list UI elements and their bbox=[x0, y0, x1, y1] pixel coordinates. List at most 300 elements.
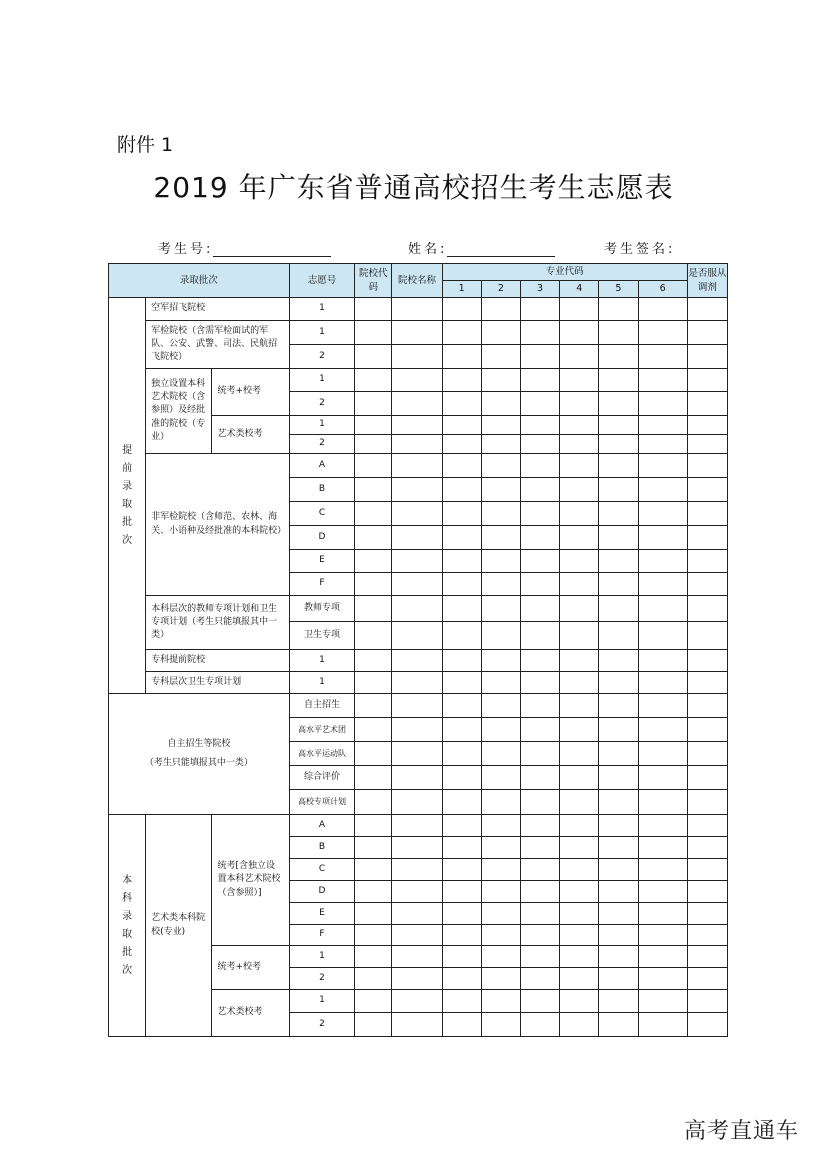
signature-label: 考生签名: bbox=[604, 242, 676, 257]
fill-cell[interactable] bbox=[481, 454, 520, 478]
fill-cell[interactable] bbox=[687, 622, 727, 650]
fill-cell[interactable] bbox=[560, 622, 599, 650]
fill-cell[interactable] bbox=[520, 435, 559, 454]
fill-cell[interactable] bbox=[687, 573, 727, 596]
fill-cell[interactable] bbox=[355, 903, 392, 925]
fill-cell[interactable] bbox=[599, 694, 638, 718]
fill-cell[interactable] bbox=[560, 478, 599, 502]
fill-cell[interactable] bbox=[481, 622, 520, 650]
fill-cell[interactable] bbox=[687, 416, 727, 435]
fill-cell[interactable] bbox=[392, 946, 442, 968]
fill-cell[interactable] bbox=[442, 526, 481, 550]
fill-cell[interactable] bbox=[520, 790, 559, 815]
fill-cell[interactable] bbox=[392, 968, 442, 990]
fill-cell[interactable] bbox=[442, 718, 481, 742]
fill-cell[interactable] bbox=[687, 990, 727, 1013]
fill-cell[interactable] bbox=[687, 946, 727, 968]
fill-cell[interactable] bbox=[392, 478, 442, 502]
fill-cell[interactable] bbox=[520, 416, 559, 435]
fill-cell[interactable] bbox=[442, 881, 481, 903]
fill-cell[interactable] bbox=[599, 859, 638, 881]
fill-cell[interactable] bbox=[599, 298, 638, 321]
fill-cell[interactable] bbox=[638, 573, 687, 596]
fill-cell[interactable] bbox=[355, 298, 392, 321]
fill-cell[interactable] bbox=[520, 837, 559, 859]
fill-cell[interactable] bbox=[560, 903, 599, 925]
fill-cell[interactable] bbox=[638, 815, 687, 837]
fill-cell[interactable] bbox=[520, 742, 559, 766]
fill-cell[interactable] bbox=[481, 881, 520, 903]
fill-cell[interactable] bbox=[520, 766, 559, 790]
fill-cell[interactable] bbox=[355, 718, 392, 742]
fill-cell[interactable] bbox=[392, 903, 442, 925]
fill-cell[interactable] bbox=[442, 837, 481, 859]
wish-no: 1 bbox=[289, 650, 354, 672]
fill-cell[interactable] bbox=[520, 392, 559, 416]
fill-cell[interactable] bbox=[638, 766, 687, 790]
fill-cell[interactable] bbox=[392, 718, 442, 742]
fill-cell[interactable] bbox=[599, 573, 638, 596]
fill-cell[interactable] bbox=[560, 946, 599, 968]
fill-cell[interactable] bbox=[520, 946, 559, 968]
fill-cell[interactable] bbox=[355, 369, 392, 392]
fill-cell[interactable] bbox=[687, 478, 727, 502]
fill-cell[interactable] bbox=[355, 478, 392, 502]
fill-cell[interactable] bbox=[392, 298, 442, 321]
fill-cell[interactable] bbox=[560, 298, 599, 321]
fill-cell[interactable] bbox=[599, 790, 638, 815]
fill-cell[interactable] bbox=[638, 881, 687, 903]
fill-cell[interactable] bbox=[687, 298, 727, 321]
fill-cell[interactable] bbox=[560, 526, 599, 550]
fill-cell[interactable] bbox=[442, 990, 481, 1013]
fill-cell[interactable] bbox=[638, 435, 687, 454]
fill-cell[interactable] bbox=[599, 550, 638, 573]
fill-cell[interactable] bbox=[392, 1013, 442, 1037]
fill-cell[interactable] bbox=[599, 392, 638, 416]
fill-cell[interactable] bbox=[638, 416, 687, 435]
fill-cell[interactable] bbox=[520, 718, 559, 742]
fill-cell[interactable] bbox=[560, 968, 599, 990]
fill-cell[interactable] bbox=[355, 859, 392, 881]
fill-cell[interactable] bbox=[687, 837, 727, 859]
fill-cell[interactable] bbox=[392, 837, 442, 859]
fill-cell[interactable] bbox=[520, 925, 559, 946]
fill-cell[interactable] bbox=[687, 369, 727, 392]
fill-cell[interactable] bbox=[599, 815, 638, 837]
fill-cell[interactable] bbox=[442, 573, 481, 596]
fill-cell[interactable] bbox=[442, 392, 481, 416]
fill-cell[interactable] bbox=[355, 345, 392, 369]
fill-cell[interactable] bbox=[355, 454, 392, 478]
fill-cell[interactable] bbox=[599, 435, 638, 454]
fill-cell[interactable] bbox=[560, 815, 599, 837]
fill-cell[interactable] bbox=[355, 392, 392, 416]
fill-cell[interactable] bbox=[687, 881, 727, 903]
fill-cell[interactable] bbox=[599, 766, 638, 790]
fill-cell[interactable] bbox=[355, 321, 392, 345]
fill-cell[interactable] bbox=[520, 298, 559, 321]
fill-cell[interactable] bbox=[481, 903, 520, 925]
fill-cell[interactable] bbox=[481, 672, 520, 694]
fill-cell[interactable] bbox=[481, 946, 520, 968]
fill-cell[interactable] bbox=[442, 1013, 481, 1037]
fill-cell[interactable] bbox=[481, 990, 520, 1013]
fill-cell[interactable] bbox=[392, 435, 442, 454]
fill-cell[interactable] bbox=[392, 859, 442, 881]
wish-no: A bbox=[289, 815, 354, 837]
fill-cell[interactable] bbox=[481, 650, 520, 672]
fill-cell[interactable] bbox=[392, 526, 442, 550]
fill-cell[interactable] bbox=[599, 416, 638, 435]
fill-cell[interactable] bbox=[560, 766, 599, 790]
fill-cell[interactable] bbox=[355, 416, 392, 435]
fill-cell[interactable] bbox=[687, 742, 727, 766]
fill-cell[interactable] bbox=[392, 596, 442, 622]
fill-cell[interactable] bbox=[687, 526, 727, 550]
fill-cell[interactable] bbox=[481, 596, 520, 622]
fill-cell[interactable] bbox=[392, 550, 442, 573]
fill-cell[interactable] bbox=[687, 550, 727, 573]
fill-cell[interactable] bbox=[442, 815, 481, 837]
fill-cell[interactable] bbox=[481, 742, 520, 766]
fill-cell[interactable] bbox=[520, 345, 559, 369]
fill-cell[interactable] bbox=[355, 815, 392, 837]
fill-cell[interactable] bbox=[481, 502, 520, 526]
fill-cell[interactable] bbox=[355, 990, 392, 1013]
fill-cell[interactable] bbox=[599, 990, 638, 1013]
fill-cell[interactable] bbox=[687, 859, 727, 881]
fill-cell[interactable] bbox=[520, 622, 559, 650]
fill-cell[interactable] bbox=[481, 815, 520, 837]
fill-cell[interactable] bbox=[392, 345, 442, 369]
fill-cell[interactable] bbox=[599, 1013, 638, 1037]
fill-cell[interactable] bbox=[442, 550, 481, 573]
fill-cell[interactable] bbox=[442, 903, 481, 925]
fill-cell[interactable] bbox=[560, 881, 599, 903]
fill-cell[interactable] bbox=[560, 369, 599, 392]
fill-cell[interactable] bbox=[392, 815, 442, 837]
exam-no-input-line[interactable] bbox=[213, 256, 331, 257]
fill-cell[interactable] bbox=[355, 837, 392, 859]
fill-cell[interactable] bbox=[355, 622, 392, 650]
fill-cell[interactable] bbox=[687, 672, 727, 694]
fill-cell[interactable] bbox=[560, 321, 599, 345]
fill-cell[interactable] bbox=[599, 718, 638, 742]
fill-cell[interactable] bbox=[638, 903, 687, 925]
fill-cell[interactable] bbox=[638, 392, 687, 416]
fill-cell[interactable] bbox=[355, 968, 392, 990]
fill-cell[interactable] bbox=[355, 881, 392, 903]
fill-cell[interactable] bbox=[560, 573, 599, 596]
fill-cell[interactable] bbox=[442, 345, 481, 369]
fill-cell[interactable] bbox=[599, 881, 638, 903]
fill-cell[interactable] bbox=[442, 478, 481, 502]
table-row bbox=[109, 321, 728, 345]
fill-cell[interactable] bbox=[520, 650, 559, 672]
fill-cell[interactable] bbox=[392, 742, 442, 766]
exam-no-field bbox=[158, 238, 331, 257]
fill-cell[interactable] bbox=[520, 478, 559, 502]
fill-cell[interactable] bbox=[599, 650, 638, 672]
fill-cell[interactable] bbox=[687, 718, 727, 742]
fill-cell[interactable] bbox=[638, 968, 687, 990]
fill-cell[interactable] bbox=[520, 369, 559, 392]
fill-cell[interactable] bbox=[442, 454, 481, 478]
fill-cell[interactable] bbox=[442, 742, 481, 766]
fill-cell[interactable] bbox=[442, 622, 481, 650]
fill-cell[interactable] bbox=[560, 990, 599, 1013]
fill-cell[interactable] bbox=[520, 903, 559, 925]
fill-cell[interactable] bbox=[481, 790, 520, 815]
fill-cell[interactable] bbox=[599, 345, 638, 369]
fill-cell[interactable] bbox=[392, 925, 442, 946]
fill-cell[interactable] bbox=[599, 596, 638, 622]
fill-cell[interactable] bbox=[520, 990, 559, 1013]
fill-cell[interactable] bbox=[599, 478, 638, 502]
fill-cell[interactable] bbox=[560, 790, 599, 815]
header-major-6: 6 bbox=[638, 281, 687, 298]
fill-cell[interactable] bbox=[687, 1013, 727, 1037]
fill-cell[interactable] bbox=[442, 369, 481, 392]
fill-cell[interactable] bbox=[638, 454, 687, 478]
fill-cell[interactable] bbox=[638, 742, 687, 766]
fill-cell[interactable] bbox=[599, 925, 638, 946]
fill-cell[interactable] bbox=[392, 694, 442, 718]
fill-cell[interactable] bbox=[560, 650, 599, 672]
fill-cell[interactable] bbox=[481, 766, 520, 790]
fill-cell[interactable] bbox=[355, 502, 392, 526]
fill-cell[interactable] bbox=[560, 1013, 599, 1037]
fill-cell[interactable] bbox=[599, 321, 638, 345]
fill-cell[interactable] bbox=[392, 790, 442, 815]
fill-cell[interactable] bbox=[392, 416, 442, 435]
fill-cell[interactable] bbox=[481, 416, 520, 435]
fill-cell[interactable] bbox=[687, 392, 727, 416]
fill-cell[interactable] bbox=[392, 369, 442, 392]
fill-cell[interactable] bbox=[481, 925, 520, 946]
fill-cell[interactable] bbox=[687, 815, 727, 837]
fill-cell[interactable] bbox=[687, 968, 727, 990]
fill-cell[interactable] bbox=[638, 298, 687, 321]
fill-cell[interactable] bbox=[560, 454, 599, 478]
fill-cell[interactable] bbox=[560, 596, 599, 622]
fill-cell[interactable] bbox=[520, 694, 559, 718]
fill-cell[interactable] bbox=[481, 321, 520, 345]
fill-cell[interactable] bbox=[638, 718, 687, 742]
name-input-line[interactable] bbox=[447, 256, 555, 257]
fill-cell[interactable] bbox=[599, 837, 638, 859]
fill-cell[interactable] bbox=[481, 1013, 520, 1037]
fill-cell[interactable] bbox=[560, 416, 599, 435]
fill-cell[interactable] bbox=[687, 502, 727, 526]
fill-cell[interactable] bbox=[442, 298, 481, 321]
fill-cell[interactable] bbox=[687, 454, 727, 478]
fill-cell[interactable] bbox=[638, 694, 687, 718]
fill-cell[interactable] bbox=[599, 968, 638, 990]
fill-cell[interactable] bbox=[638, 622, 687, 650]
fill-cell[interactable] bbox=[560, 742, 599, 766]
fill-cell[interactable] bbox=[520, 526, 559, 550]
fill-cell[interactable] bbox=[520, 881, 559, 903]
fill-cell[interactable] bbox=[520, 672, 559, 694]
fill-cell[interactable] bbox=[687, 903, 727, 925]
fill-cell[interactable] bbox=[638, 345, 687, 369]
fill-cell[interactable] bbox=[638, 925, 687, 946]
fill-cell[interactable] bbox=[481, 550, 520, 573]
fill-cell[interactable] bbox=[481, 478, 520, 502]
fill-cell[interactable] bbox=[392, 881, 442, 903]
fill-cell[interactable] bbox=[687, 435, 727, 454]
fill-cell[interactable] bbox=[560, 694, 599, 718]
fill-cell[interactable] bbox=[638, 946, 687, 968]
fill-cell[interactable] bbox=[638, 321, 687, 345]
fill-cell[interactable] bbox=[599, 903, 638, 925]
fill-cell[interactable] bbox=[442, 650, 481, 672]
fill-cell[interactable] bbox=[638, 478, 687, 502]
fill-cell[interactable] bbox=[355, 650, 392, 672]
fill-cell[interactable] bbox=[442, 435, 481, 454]
fill-cell[interactable] bbox=[355, 925, 392, 946]
fill-cell[interactable] bbox=[481, 718, 520, 742]
fill-cell[interactable] bbox=[355, 1013, 392, 1037]
fill-cell[interactable] bbox=[355, 526, 392, 550]
fill-cell[interactable] bbox=[599, 526, 638, 550]
fill-cell[interactable] bbox=[638, 837, 687, 859]
fill-cell[interactable] bbox=[355, 766, 392, 790]
wish-no: F bbox=[289, 925, 354, 946]
fill-cell[interactable] bbox=[520, 1013, 559, 1037]
wish-no: 2 bbox=[289, 968, 354, 990]
fill-cell[interactable] bbox=[638, 550, 687, 573]
fill-cell[interactable] bbox=[638, 526, 687, 550]
fill-cell[interactable] bbox=[481, 392, 520, 416]
fill-cell[interactable] bbox=[442, 790, 481, 815]
fill-cell[interactable] bbox=[442, 968, 481, 990]
fill-cell[interactable] bbox=[560, 672, 599, 694]
fill-cell[interactable] bbox=[481, 694, 520, 718]
fill-cell[interactable] bbox=[599, 622, 638, 650]
fill-cell[interactable] bbox=[599, 742, 638, 766]
fill-cell[interactable] bbox=[599, 946, 638, 968]
fill-cell[interactable] bbox=[392, 650, 442, 672]
fill-cell[interactable] bbox=[520, 573, 559, 596]
fill-cell[interactable] bbox=[520, 815, 559, 837]
fill-cell[interactable] bbox=[687, 766, 727, 790]
fill-cell[interactable] bbox=[560, 718, 599, 742]
fill-cell[interactable] bbox=[687, 321, 727, 345]
fill-cell[interactable] bbox=[599, 502, 638, 526]
fill-cell[interactable] bbox=[442, 859, 481, 881]
fill-cell[interactable] bbox=[355, 435, 392, 454]
fill-cell[interactable] bbox=[520, 321, 559, 345]
fill-cell[interactable] bbox=[638, 1013, 687, 1037]
fill-cell[interactable] bbox=[481, 369, 520, 392]
fill-cell[interactable] bbox=[392, 622, 442, 650]
fill-cell[interactable] bbox=[560, 550, 599, 573]
fill-cell[interactable] bbox=[481, 345, 520, 369]
fill-cell[interactable] bbox=[442, 416, 481, 435]
fill-cell[interactable] bbox=[599, 369, 638, 392]
fill-cell[interactable] bbox=[355, 596, 392, 622]
fill-cell[interactable] bbox=[392, 392, 442, 416]
fill-cell[interactable] bbox=[599, 454, 638, 478]
fill-cell[interactable] bbox=[392, 672, 442, 694]
fill-cell[interactable] bbox=[481, 435, 520, 454]
fill-cell[interactable] bbox=[481, 573, 520, 596]
fill-cell[interactable] bbox=[355, 550, 392, 573]
fill-cell[interactable] bbox=[442, 321, 481, 345]
fill-cell[interactable] bbox=[392, 321, 442, 345]
fill-cell[interactable] bbox=[687, 790, 727, 815]
fill-cell[interactable] bbox=[442, 502, 481, 526]
fill-cell[interactable] bbox=[442, 946, 481, 968]
fill-cell[interactable] bbox=[687, 345, 727, 369]
fill-cell[interactable] bbox=[355, 742, 392, 766]
fill-cell[interactable] bbox=[442, 766, 481, 790]
fill-cell[interactable] bbox=[687, 650, 727, 672]
fill-cell[interactable] bbox=[638, 502, 687, 526]
fill-cell[interactable] bbox=[638, 672, 687, 694]
fill-cell[interactable] bbox=[560, 859, 599, 881]
fill-cell[interactable] bbox=[392, 990, 442, 1013]
fill-cell[interactable] bbox=[560, 435, 599, 454]
fill-cell[interactable] bbox=[560, 392, 599, 416]
fill-cell[interactable] bbox=[520, 596, 559, 622]
fill-cell[interactable] bbox=[599, 672, 638, 694]
fill-cell[interactable] bbox=[520, 550, 559, 573]
fill-cell[interactable] bbox=[392, 454, 442, 478]
fill-cell[interactable] bbox=[520, 859, 559, 881]
fill-cell[interactable] bbox=[481, 298, 520, 321]
fill-cell[interactable] bbox=[392, 766, 442, 790]
fill-cell[interactable] bbox=[687, 694, 727, 718]
fill-cell[interactable] bbox=[481, 968, 520, 990]
fill-cell[interactable] bbox=[560, 925, 599, 946]
fill-cell[interactable] bbox=[687, 925, 727, 946]
fill-cell[interactable] bbox=[560, 502, 599, 526]
fill-cell[interactable] bbox=[638, 369, 687, 392]
fill-cell[interactable] bbox=[355, 573, 392, 596]
annex-label: 附件 1 bbox=[117, 134, 174, 156]
fill-cell[interactable] bbox=[560, 837, 599, 859]
fill-cell[interactable] bbox=[442, 672, 481, 694]
fill-cell[interactable] bbox=[520, 968, 559, 990]
fill-cell[interactable] bbox=[355, 790, 392, 815]
fill-cell[interactable] bbox=[355, 946, 392, 968]
table-row bbox=[109, 298, 728, 321]
fill-cell[interactable] bbox=[355, 694, 392, 718]
fill-cell[interactable] bbox=[638, 650, 687, 672]
fill-cell[interactable] bbox=[392, 502, 442, 526]
fill-cell[interactable] bbox=[481, 837, 520, 859]
fill-cell[interactable] bbox=[520, 502, 559, 526]
fill-cell[interactable] bbox=[442, 694, 481, 718]
fill-cell[interactable] bbox=[481, 859, 520, 881]
fill-cell[interactable] bbox=[638, 990, 687, 1013]
fill-cell[interactable] bbox=[687, 596, 727, 622]
fill-cell[interactable] bbox=[638, 859, 687, 881]
fill-cell[interactable] bbox=[560, 345, 599, 369]
fill-cell[interactable] bbox=[392, 573, 442, 596]
fill-cell[interactable] bbox=[520, 454, 559, 478]
fill-cell[interactable] bbox=[638, 790, 687, 815]
fill-cell[interactable] bbox=[442, 596, 481, 622]
fill-cell[interactable] bbox=[481, 526, 520, 550]
fill-cell[interactable] bbox=[442, 925, 481, 946]
fill-cell[interactable] bbox=[638, 596, 687, 622]
fill-cell[interactable] bbox=[355, 672, 392, 694]
